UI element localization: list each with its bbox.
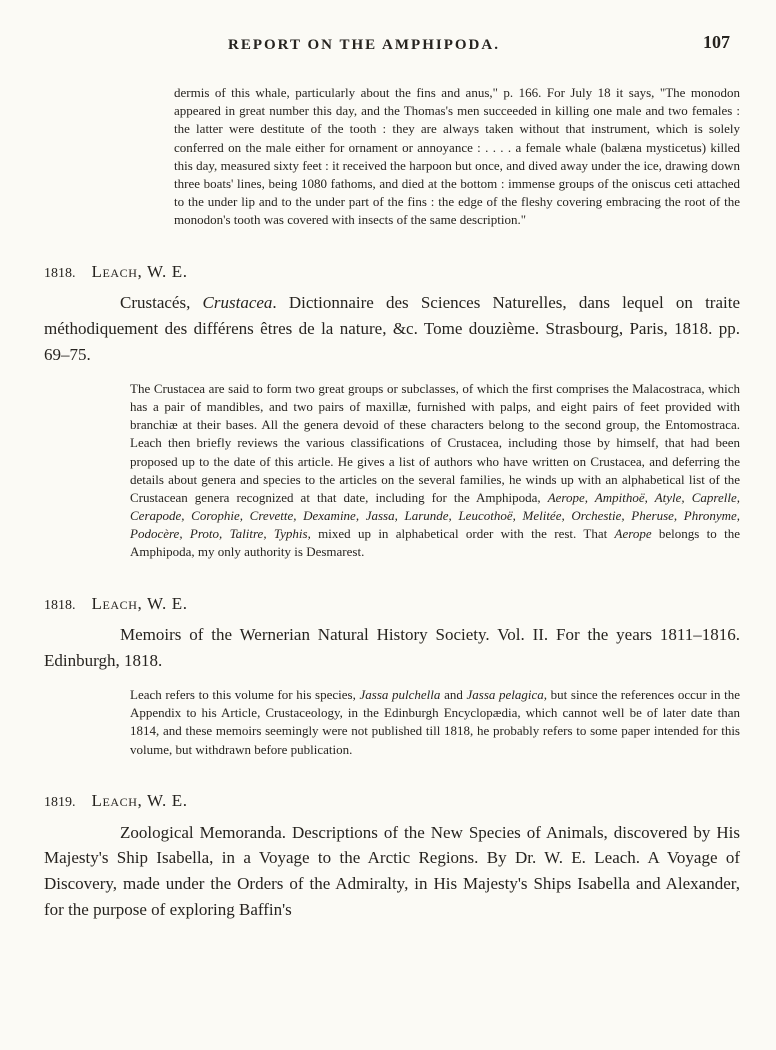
page-header bbox=[44, 32, 740, 58]
entry-author: Leach, W. E. bbox=[91, 593, 188, 613]
entry-heading bbox=[44, 791, 740, 812]
entry-year: 1818. bbox=[44, 597, 76, 613]
bibliography-entry-1818-a bbox=[44, 262, 740, 562]
running-title: REPORT ON THE AMPHIPODA. bbox=[228, 37, 500, 53]
entry-annotation: Leach refers to this volume for his species, Jassa pulchella and Jassa pelagica, but since the references occur in the Appendix to his Article, Crustaceology, in the Edinburgh Encyclopædia, which cannot well be of later date than 1814, and these memoirs seemingly were not published till 1818, he probably refers to some paper intended for this volume, but withdrawn before publication. bbox=[130, 687, 740, 757]
bibliography-entry-1819 bbox=[44, 791, 740, 923]
continuation-note: dermis of this whale, particularly about the fins and anus," p. 166. For July 18 it says, "The monodon appeared in great number this day, and the Thomas's men succeeded in killing one male and two females : the latter were destitute of the tooth : they are always taken without that instrument, which is solely conferred on the male either for ornament or annoyance : . . . . a female whale (balæna mysticetus) killed this day, measured sixty feet : it received the harpoon but once, and dived away under the ice, drawing down three boats' lines, being 1080 fathoms, and died at the bottom : immense groups of the oniscus ceti attached to the under lip and to the under part of the fins : the edge of the fleshy covering embracing the root of the monodon's tooth was covered with insects of the same description." bbox=[174, 85, 740, 228]
entry-citation: Memoirs of the Wernerian Natural History Society. Vol. II. For the years 1811–1816. Edinburgh, 1818. bbox=[44, 625, 740, 671]
entry-heading bbox=[44, 262, 740, 283]
entry-author: Leach, W. E. bbox=[91, 261, 188, 281]
bibliography-entry-1818-b bbox=[44, 594, 740, 759]
entry-year: 1818. bbox=[44, 265, 76, 281]
entry-citation: Zoological Memoranda. Descriptions of the New Species of Animals, discovered by His Majesty's Ship Isabella, in a Voyage to the Arctic Regions. By Dr. W. E. Leach. A Voyage of Discovery, made under the Orders of the Admiralty, in His Majesty's Ships Isabella and Alexander, for the purpose of exploring Baffin's bbox=[44, 822, 740, 920]
entry-citation: Crustacés, Crustacea. Dictionnaire des Sciences Naturelles, dans lequel on traite méthodiquement des différens êtres de la nature, &c. Tome douzième. Strasbourg, Paris, 1818. pp. 69–75. bbox=[44, 293, 740, 364]
page-number: 107 bbox=[703, 32, 730, 52]
entry-author: Leach, W. E. bbox=[91, 790, 188, 810]
entry-year: 1819. bbox=[44, 794, 76, 810]
entry-annotation: The Crustacea are said to form two great groups or subclasses, of which the first comprises the Malacostraca, which has a pair of mandibles, and two pairs of maxillæ, furnished with palps, and eight pairs of feet provided with branchiæ at their bases. All the genera devoid of these characters belong to the second group, the Entomostraca. Leach then briefly reviews the various classifications of Crustacea, including those by himself, that had been proposed up to the date of this article. He gives a list of authors who have written on Crustacea, and deferring the details about genera and species to the articles on the several families, he winds up with an alphabetical list of the Crustacean genera recognized at that date, including for the Amphipoda, Aerope, Ampithoë, Atyle, Caprelle, Cerapode, Corophie, Crevette, Dexamine, Jassa, Larunde, Leucothoë, Melitée, Orchestie, Pheruse, Phronyme, Podocère, Proto, Talitre, Typhis, mixed up in alphabetical order with the rest. That Aerope belongs to the Amphipoda, my only authority is Desmarest. bbox=[130, 380, 740, 560]
entry-heading bbox=[44, 594, 740, 615]
